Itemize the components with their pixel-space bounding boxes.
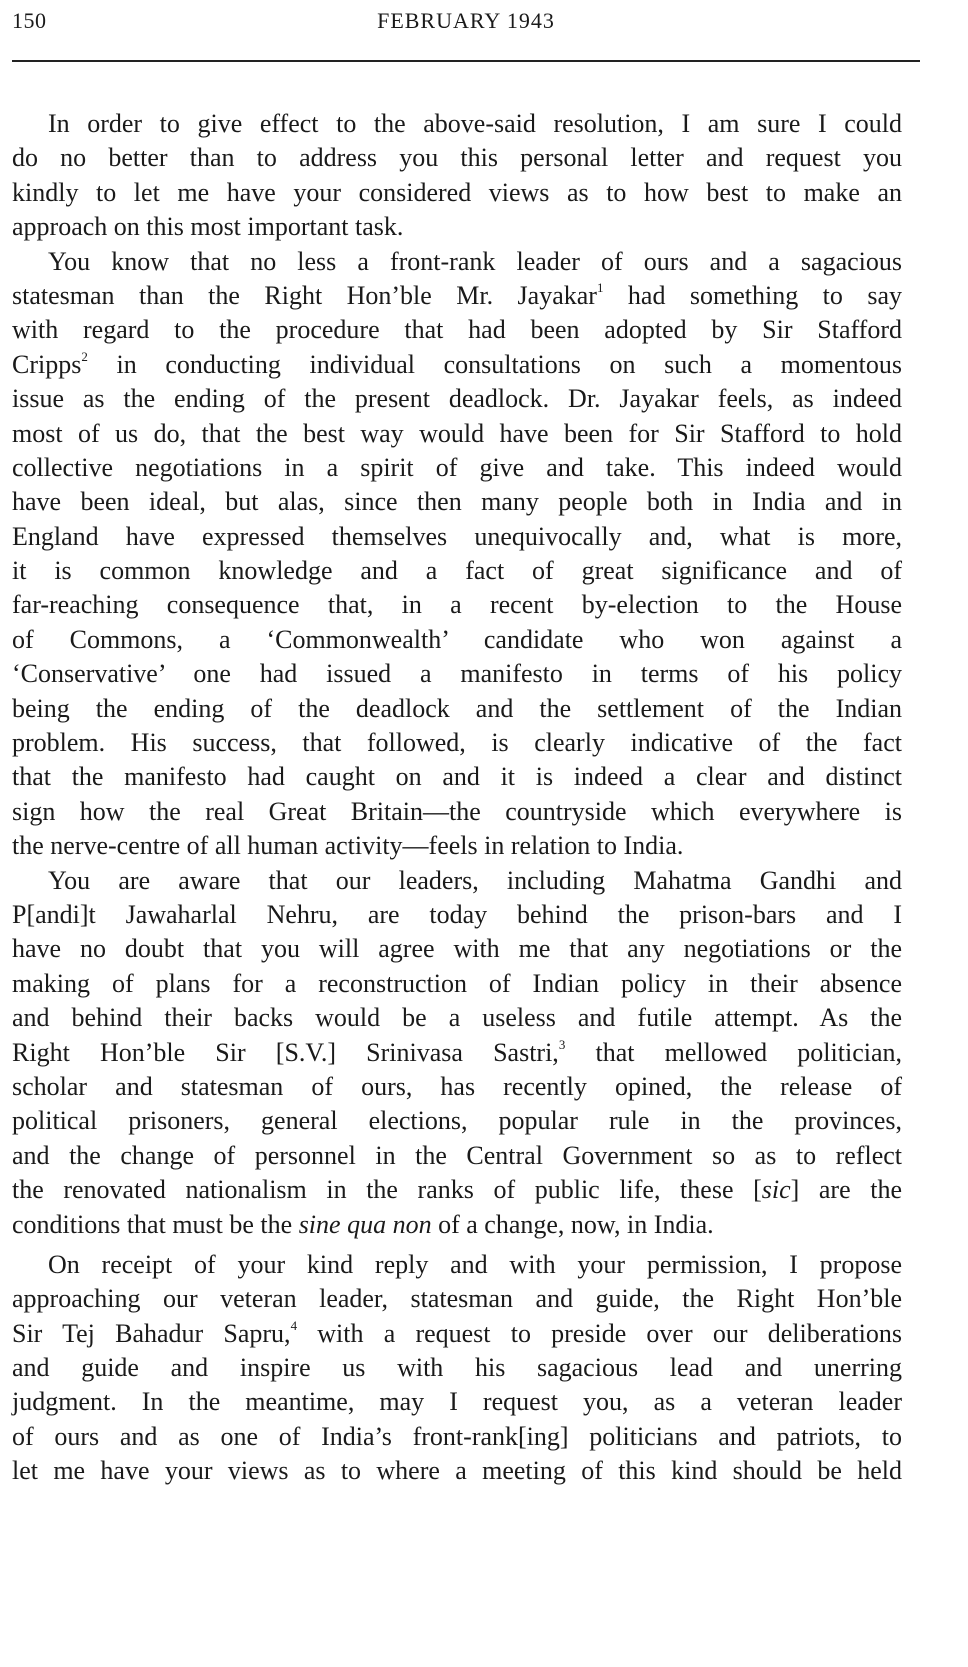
header-rule <box>12 60 920 62</box>
text-line: and behind their backs would be a useless and futile attempt. As the <box>12 1003 902 1033</box>
text-line: Sir Tej Bahadur Sapru,$^4$ with a request to preside over our deliberations <box>12 1317 902 1348</box>
letter-body <box>12 107 902 1489</box>
text-line: In order to give effect to the above-said resolution, I am sure I could <box>48 109 902 138</box>
footnote-ref: 4 <box>290 1317 298 1333</box>
text-line: being the ending of the deadlock and the settlement of the Indian <box>12 693 902 723</box>
text-line: let me have your views as to where a meeting of this kind should be held <box>12 1456 902 1486</box>
italic-sic: sic <box>761 1175 791 1205</box>
text-line: it is common knowledge and a fact of great significance and of <box>12 556 902 586</box>
text-line: England have expressed themselves unequivocally and, what is more, <box>12 521 902 551</box>
text-line: You are aware that our leaders, including Mahatma Gandhi and <box>48 865 902 895</box>
text-line: far-reaching consequence that, in a recent by-election to the House <box>12 590 902 620</box>
text-line: do no better than to address you this personal letter and request you <box>12 143 902 173</box>
text-line: making of plans for a reconstruction of Indian policy in their absence <box>12 968 902 998</box>
page-number: 150 <box>12 8 47 33</box>
text-line: most of us do, that the best way would have been for Sir Stafford to hold <box>12 418 902 448</box>
text-line: Cripps$^2$ in conducting individual consultations on such a momentous <box>12 348 902 379</box>
footnote-ref: 3 <box>558 1036 566 1052</box>
text-line: of Commons, a ‘Commonwealth’ candidate who won against a <box>12 624 902 654</box>
text-line: scholar and statesman of ours, has recently opined, the release of <box>12 1071 902 1101</box>
text-line: ‘Conservative’ one had issued a manifesto in terms of his policy <box>12 659 902 689</box>
text-line: You know that no less a front-rank leader of ours and a sagacious <box>48 246 902 276</box>
text-line: that the manifesto had caught on and it is indeed a clear and distinct <box>12 762 902 792</box>
text-line: sign how the real Great Britain—the countryside which everywhere is <box>12 796 902 826</box>
text-line: have been ideal, but alas, since then many people both in India and in <box>12 487 902 517</box>
page-header <box>12 8 920 42</box>
paragraph <box>12 864 902 1242</box>
text-line: conditions that must be the sine qua non of a change, now, in India. <box>12 1209 714 1239</box>
text-line: of ours and as one of India’s front-rank[ing] politicians and patriots, to <box>12 1421 902 1451</box>
paragraph <box>12 1248 902 1489</box>
text-line: approaching our veteran leader, statesman and guide, the Right Hon’ble <box>12 1284 902 1314</box>
text-line: issue as the ending of the present deadlock. Dr. Jayakar feels, as indeed <box>12 384 902 414</box>
text-line: the renovated nationalism in the ranks of public life, these [sic] are the <box>12 1175 902 1205</box>
text-line: judgment. In the meantime, may I request you, as a veteran leader <box>12 1387 902 1417</box>
text-line: political prisoners, general elections, popular rule in the provinces, <box>12 1106 902 1136</box>
text-line: Right Hon’ble Sir [S.V.] Srinivasa Sastri,$^3$ that mellowed politician, <box>12 1036 902 1067</box>
text-line: collective negotiations in a spirit of give and take. This indeed would <box>12 452 902 482</box>
text-line: and the change of personnel in the Central Government so as to reflect <box>12 1140 902 1170</box>
footnote-ref: 2 <box>81 348 88 364</box>
text-line: have no doubt that you will agree with me that any negotiations or the <box>12 934 902 964</box>
text-line: with regard to the procedure that had been adopted by Sir Stafford <box>12 315 902 345</box>
text-line: On receipt of your kind reply and with your permission, I propose <box>48 1249 902 1279</box>
text-line: and guide and inspire us with his sagacious lead and unerring <box>12 1353 902 1383</box>
text-line: problem. His success, that followed, is clearly indicative of the fact <box>12 728 902 758</box>
paragraph <box>12 107 902 245</box>
italic-latin-phrase: sine qua non <box>298 1209 432 1239</box>
text-line: the nerve-centre of all human activity—feels in relation to India. <box>12 831 684 861</box>
text-line: statesman than the Right Hon’ble Mr. Jayakar$^1$ had something to say <box>12 279 902 310</box>
text-line: approach on this most important task. <box>12 212 404 242</box>
running-head: FEBRUARY 1943 <box>377 8 555 33</box>
paragraph <box>12 245 902 864</box>
text-line: P[andi]t Jawaharlal Nehru, are today behind the prison-bars and I <box>12 899 902 929</box>
footnote-ref: 1 <box>596 279 604 295</box>
text-line: kindly to let me have your considered views as to how best to make an <box>12 177 902 207</box>
